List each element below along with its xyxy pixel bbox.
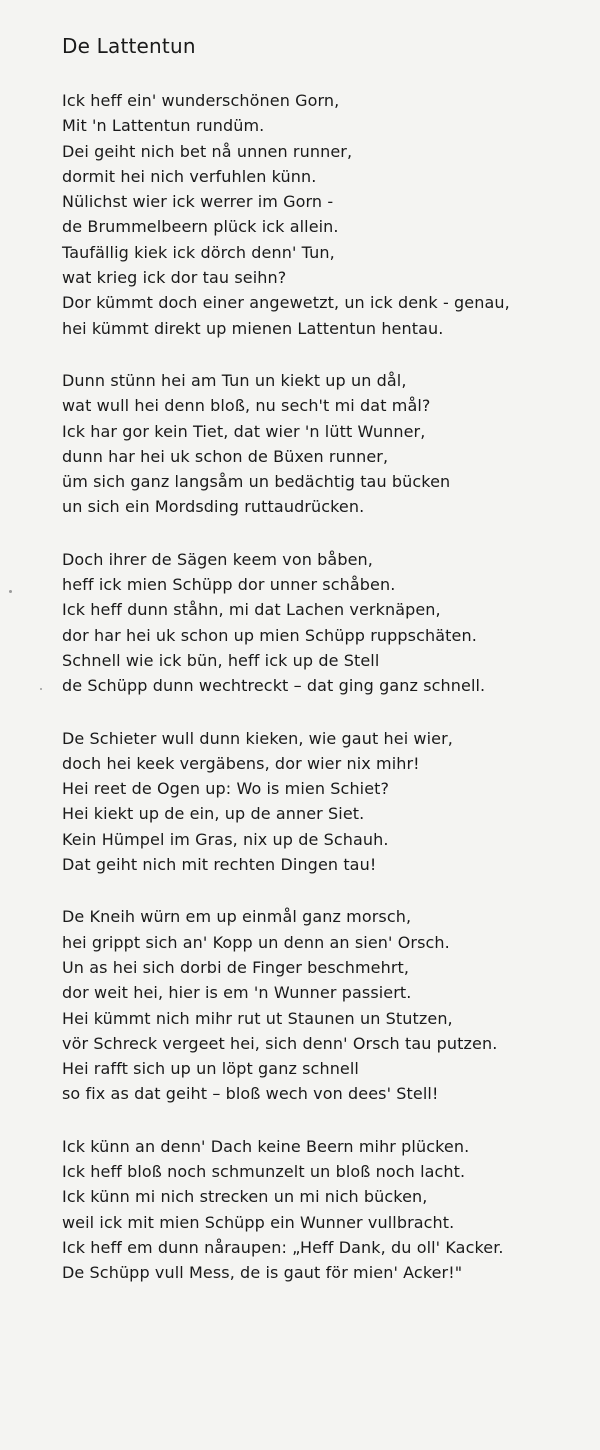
poem-line: weil ick mit mien Schüpp ein Wunner vullbracht. xyxy=(62,1212,455,1232)
poem-line: üm sich ganz langsåm un bedächtig tau bücken xyxy=(62,472,451,492)
stanza xyxy=(62,88,580,341)
poem-line: Dei geiht nich bet nå unnen runner, xyxy=(62,141,353,161)
poem-line: Ick heff em dunn nåraupen: „Heff Dank, du oll' Kacker. xyxy=(62,1237,504,1257)
poem-line: Hei kiekt up de ein, up de anner Siet. xyxy=(62,804,365,824)
poem-line: de Brummelbeern plück ick allein. xyxy=(62,217,339,237)
poem-line: Ick künn mi nich strecken un mi nich bücken, xyxy=(62,1187,428,1207)
poem-line: Taufällig kiek ick dörch denn' Tun, xyxy=(62,242,335,262)
stanza xyxy=(62,726,580,878)
poem-line: Ick har gor kein Tiet, dat wier 'n lütt Wunner, xyxy=(62,421,426,441)
poem-line: De Kneih würn em up einmål ganz morsch, xyxy=(62,907,412,927)
paper-speck xyxy=(40,688,42,690)
poem-line: Dor kümmt doch einer angewetzt, un ick denk - genau, xyxy=(62,293,510,313)
poem-line: Ick heff bloß noch schmunzelt un bloß noch lacht. xyxy=(62,1161,466,1181)
poem-line: Ick heff dunn ståhn, mi dat Lachen verknäpen, xyxy=(62,600,441,620)
poem-line: hei grippt sich an' Kopp un denn an sien' Orsch. xyxy=(62,932,450,952)
poem-line: Mit 'n Lattentun rundüm. xyxy=(62,116,265,136)
poem-line: Hei reet de Ogen up: Wo is mien Schiet? xyxy=(62,779,390,799)
poem-line: Kein Hümpel im Gras, nix up de Schauh. xyxy=(62,829,389,849)
poem-line: Ick heff ein' wunderschönen Gorn, xyxy=(62,91,340,110)
poem-line: doch hei keek vergäbens, dor wier nix mihr! xyxy=(62,753,420,773)
poem-line: so fix as dat geiht – bloß wech von dees' Stell! xyxy=(62,1084,439,1104)
poem-line: de Schüpp dunn wechtreckt – dat ging ganz schnell. xyxy=(62,676,486,696)
poem-line: Doch ihrer de Sägen keem von båben, xyxy=(62,549,373,569)
poem-line: dormit hei nich verfuhlen künn. xyxy=(62,166,317,186)
poem-line: Schnell wie ick bün, heff ick up de Stell xyxy=(62,650,380,670)
poem-line: un sich ein Mordsding ruttaudrücken. xyxy=(62,497,365,517)
poem-line: heff ick mien Schüpp dor unner schåben. xyxy=(62,575,396,595)
poem-line: dor weit hei, hier is em 'n Wunner passiert. xyxy=(62,983,412,1003)
poem-line: Dat geiht nich mit rechten Dingen tau! xyxy=(62,855,377,875)
poem-line: Hei rafft sich up un löpt ganz schnell xyxy=(62,1059,359,1079)
stanza xyxy=(62,547,580,699)
poem-line: dor har hei uk schon up mien Schüpp ruppschäten. xyxy=(62,625,477,645)
poem-line: Ick künn an denn' Dach keine Beern mihr plücken. xyxy=(62,1136,470,1156)
poem-line: Dunn stünn hei am Tun un kiekt up un dål, xyxy=(62,370,407,390)
poem-line: Un as hei sich dorbi de Finger beschmehrt, xyxy=(62,957,410,977)
poem-line: De Schüpp vull Mess, de is gaut för mien' Acker!" xyxy=(62,1263,463,1283)
poem-body xyxy=(62,88,580,1285)
stanza xyxy=(62,368,580,520)
poem-line: vör Schreck vergeet hei, sich denn' Orsch tau putzen. xyxy=(62,1033,498,1053)
stanza xyxy=(62,904,580,1106)
stanza xyxy=(62,1134,580,1286)
paper-speck xyxy=(9,590,12,593)
poem-line: dunn har hei uk schon de Büxen runner, xyxy=(62,446,389,466)
poem-line: De Schieter wull dunn kieken, wie gaut hei wier, xyxy=(62,728,453,748)
poem-line: wat wull hei denn bloß, nu sech't mi dat mål? xyxy=(62,396,431,416)
poem-line: hei kümmt direkt up mienen Lattentun hentau. xyxy=(62,318,444,338)
poem-title: De Lattentun xyxy=(62,34,196,58)
poem-line: wat krieg ick dor tau seihn? xyxy=(62,268,287,288)
poem-line: Hei kümmt nich mihr rut ut Staunen un Stutzen, xyxy=(62,1008,453,1028)
poem-line: Nülichst wier ick werrer im Gorn - xyxy=(62,192,334,212)
